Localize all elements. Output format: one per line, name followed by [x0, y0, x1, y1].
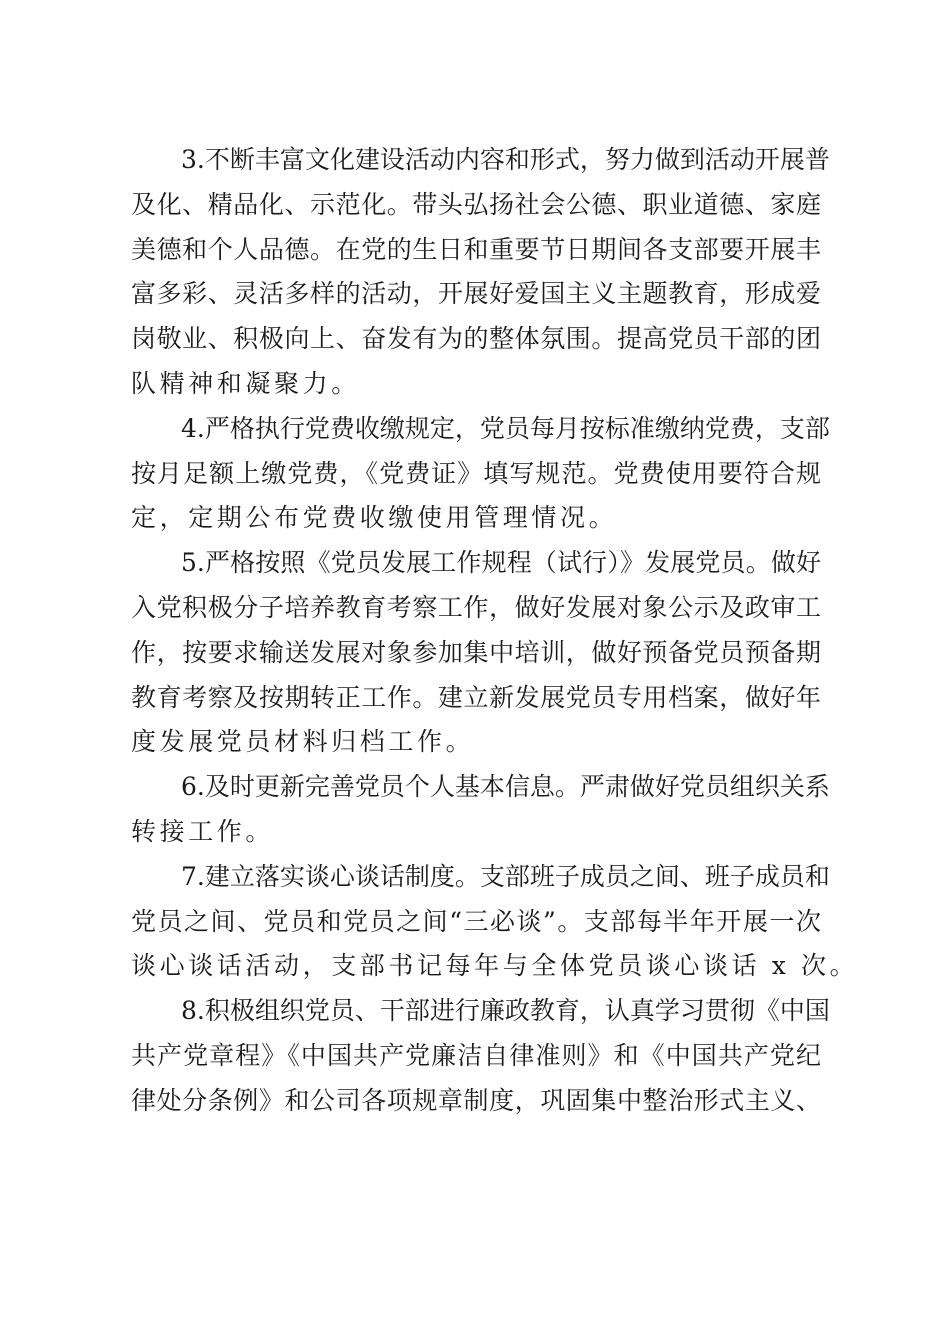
text-line: 作，按要求输送发展对象参加集中培训，做好预备党员预备期	[131, 637, 821, 667]
text-line: 定，定期公布党费收缴使用管理情况。	[131, 503, 618, 533]
text-line: 6.及时更新完善党员个人基本信息。严肃做好党员组织关系	[181, 772, 830, 802]
text-line: 富多彩、灵活多样的活动，开展好爱国主义主题教育，形成爱	[131, 279, 821, 309]
document-page	[131, 138, 859, 1124]
text-line: 5.严格按照《党员发展工作规程（试行）》发展党员。做好	[181, 548, 821, 578]
text-line: 按月足额上缴党费，《党费证》填写规范。党费使用要符合规	[131, 458, 821, 488]
text-line: 队精神和凝聚力。	[131, 368, 360, 398]
text-line: 度发展党员材料归档工作。	[131, 727, 475, 757]
text-line: 转接工作。	[131, 816, 275, 846]
paragraph-5	[131, 541, 821, 765]
paragraph-7	[131, 855, 859, 989]
paragraph-4	[131, 407, 830, 541]
text-line: 美德和个人品德。在党的生日和重要节日期间各支部要开展丰	[131, 234, 821, 264]
text-line: 3.不断丰富文化建设活动内容和形式，努力做到活动开展普	[181, 145, 830, 174]
text-line: 教育考察及按期转正工作。建立新发展党员专用档案，做好年	[131, 682, 821, 712]
text-line: 谈心谈话活动，支部书记每年与全体党员谈心谈话 x 次。	[131, 951, 859, 981]
text-line: 共产党章程》《中国共产党廉洁自律准则》和《中国共产党纪	[131, 1040, 821, 1070]
paragraph-3	[131, 138, 830, 407]
paragraph-6	[131, 765, 830, 855]
text-line: 及化、精品化、示范化。带头弘扬社会公德、职业道德、家庭	[131, 189, 821, 219]
text-line: 岗敬业、积极向上、奋发有为的整体氛围。提高党员干部的团	[131, 324, 821, 354]
text-line: 7.建立落实谈心谈话制度。支部班子成员之间、班子成员和	[181, 861, 830, 891]
text-line: 入党积极分子培养教育考察工作，做好发展对象公示及政审工	[131, 592, 821, 622]
text-line: 4.严格执行党费收缴规定，党员每月按标准缴纳党费，支部	[181, 413, 830, 443]
text-line: 8.积极组织党员、干部进行廉政教育，认真学习贯彻《中国	[181, 996, 830, 1026]
text-line: 党员之间、党员和党员之间“三必谈”。支部每半年开展一次	[131, 906, 821, 936]
text-line: 律处分条例》和公司各项规章制度，巩固集中整治形式主义、	[131, 1085, 821, 1115]
paragraph-8	[131, 989, 830, 1123]
